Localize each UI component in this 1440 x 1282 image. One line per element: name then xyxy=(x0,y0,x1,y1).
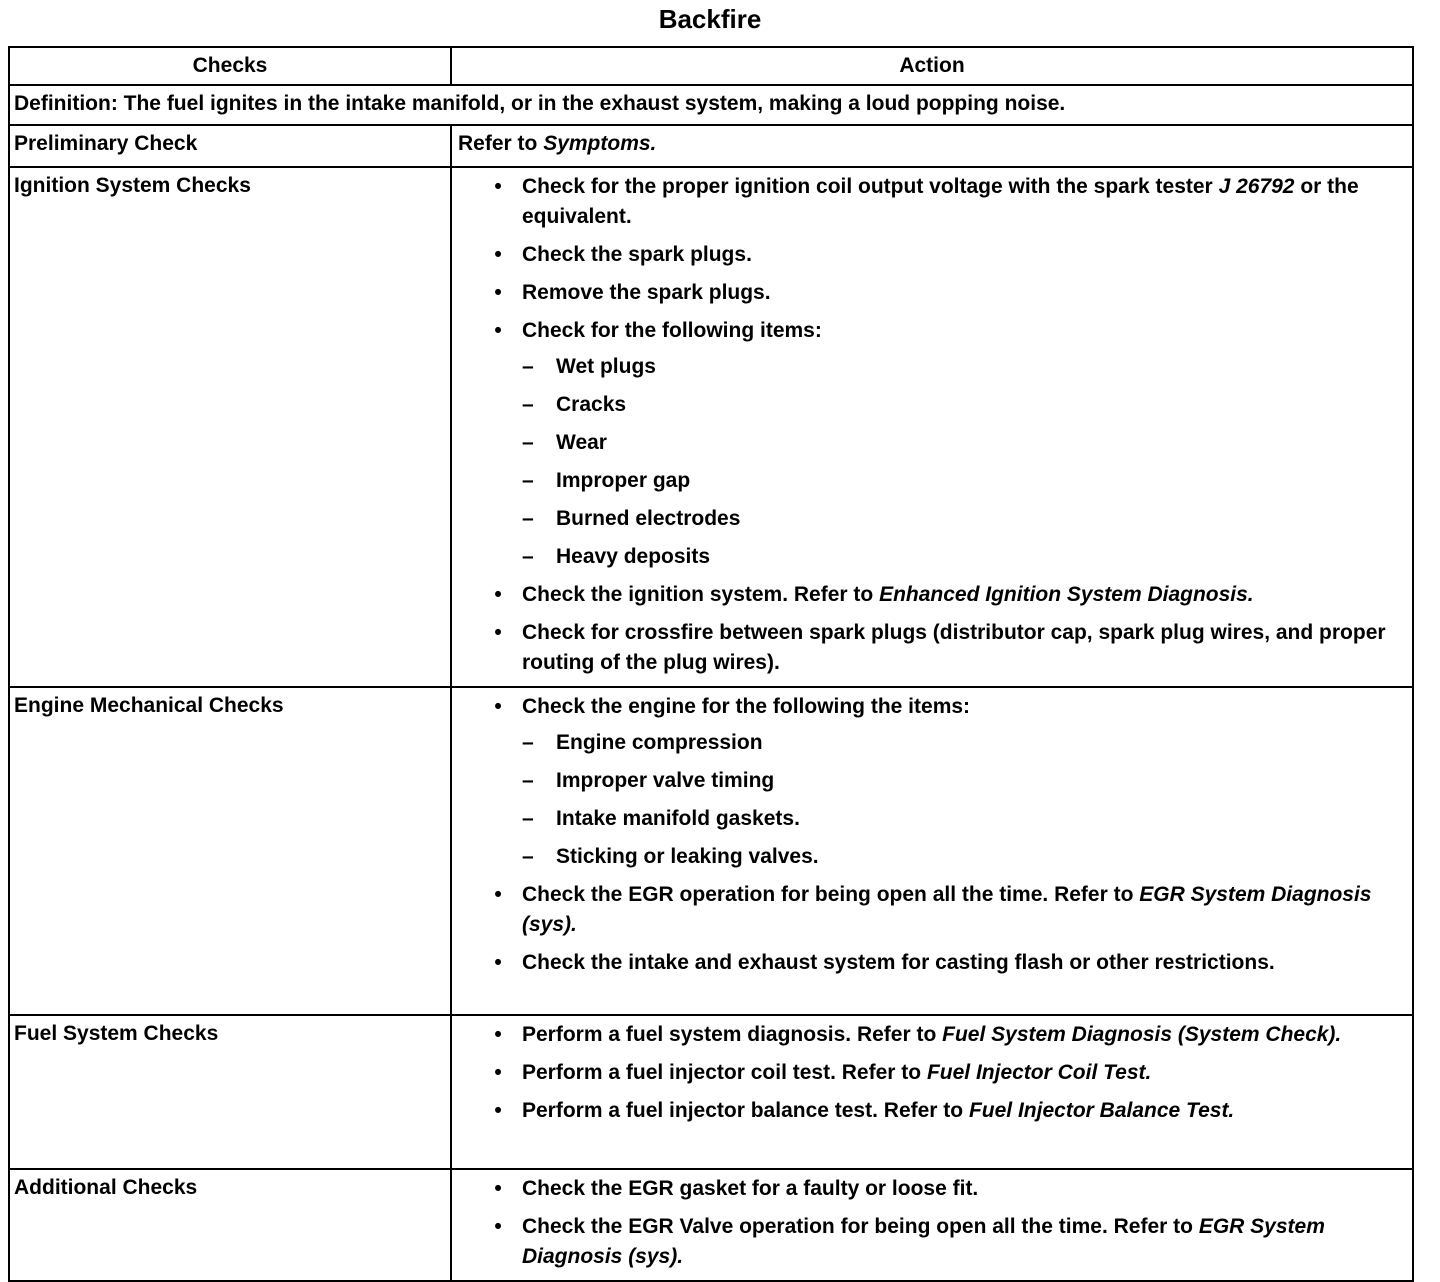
sub-item-text: Burned electrodes xyxy=(556,507,741,530)
reference-link: Fuel System Diagnosis (System Check). xyxy=(942,1023,1342,1046)
sub-list-item xyxy=(522,352,1406,382)
bullet-icon: • xyxy=(494,243,502,266)
list-item xyxy=(488,580,1406,610)
table-row xyxy=(9,1169,1413,1281)
dash-icon: – xyxy=(522,355,534,378)
sub-list-item xyxy=(522,466,1406,496)
action-text: Check the engine for the following the items: xyxy=(522,695,971,718)
reference-link: Symptoms. xyxy=(543,132,657,155)
list-item xyxy=(488,618,1406,678)
action-text: Check the intake and exhaust system for casting flash or other restrictions. xyxy=(522,951,1275,974)
action-text: Refer to xyxy=(458,132,544,155)
sub-item-text: Engine compression xyxy=(556,731,763,754)
sub-list-item xyxy=(522,766,1406,796)
sub-item-text: Improper gap xyxy=(556,469,691,492)
bullet-icon: • xyxy=(494,583,502,606)
list-item xyxy=(488,172,1406,232)
table-row xyxy=(9,687,1413,1015)
header-action: Action xyxy=(451,47,1413,85)
list-item xyxy=(488,316,1406,572)
check-additional: Additional Checks xyxy=(9,1169,451,1281)
list-item xyxy=(488,240,1406,270)
action-ignition xyxy=(451,167,1413,687)
reference-link: Fuel Injector Balance Test. xyxy=(968,1099,1235,1122)
check-preliminary: Preliminary Check xyxy=(9,125,451,167)
action-text: Perform a fuel injector balance test. Refer to xyxy=(522,1099,969,1122)
bullet-icon: • xyxy=(494,1177,502,1200)
sub-list-item xyxy=(522,504,1406,534)
table-row xyxy=(9,125,1413,167)
action-text: or the equivalent. xyxy=(522,175,1359,228)
action-text: Check the ignition system. Refer to xyxy=(522,583,880,606)
action-preliminary xyxy=(451,125,1413,167)
dash-icon: – xyxy=(522,769,534,792)
list-item xyxy=(488,1096,1406,1126)
definition-text: Definition: The fuel ignites in the intake manifold, or in the exhaust system, making a loud popping noise. xyxy=(9,85,1413,125)
bullet-icon: • xyxy=(494,621,502,644)
list-item xyxy=(488,948,1406,978)
backfire-table xyxy=(8,46,1414,1282)
bullet-icon: • xyxy=(494,319,502,342)
action-text: Perform a fuel injector coil test. Refer to xyxy=(522,1061,927,1084)
bullet-icon: • xyxy=(494,1215,502,1238)
check-ignition: Ignition System Checks xyxy=(9,167,451,687)
action-text: Remove the spark plugs. xyxy=(522,281,771,304)
sub-list-item xyxy=(522,542,1406,572)
action-engine xyxy=(451,687,1413,1015)
list-item xyxy=(488,1020,1406,1050)
sub-item-text: Wet plugs xyxy=(556,355,656,378)
dash-icon: – xyxy=(522,545,534,568)
action-text: Check the EGR gasket for a faulty or loose fit. xyxy=(522,1177,979,1200)
bullet-icon: • xyxy=(494,1061,502,1084)
sub-item-text: Sticking or leaking valves. xyxy=(556,845,819,868)
sub-list-item xyxy=(522,842,1406,872)
sub-list-item xyxy=(522,428,1406,458)
action-text: Check the EGR operation for being open all the time. Refer to xyxy=(522,883,1140,906)
check-fuel: Fuel System Checks xyxy=(9,1015,451,1169)
reference-link: Enhanced Ignition System Diagnosis. xyxy=(879,583,1254,606)
table-row xyxy=(9,1015,1413,1169)
bullet-icon: • xyxy=(494,1099,502,1122)
bullet-icon: • xyxy=(494,1023,502,1046)
action-text: Check the EGR Valve operation for being open all the time. Refer to xyxy=(522,1215,1199,1238)
action-text: Perform a fuel system diagnosis. Refer to xyxy=(522,1023,943,1046)
bullet-icon: • xyxy=(494,951,502,974)
sub-list-item xyxy=(522,390,1406,420)
bullet-icon: • xyxy=(494,695,502,718)
sub-item-text: Wear xyxy=(556,431,607,454)
definition-row xyxy=(9,85,1413,125)
reference-link: EGR System Diagnosis (sys). xyxy=(522,1215,1325,1268)
table-row xyxy=(9,167,1413,687)
dash-icon: – xyxy=(522,845,534,868)
sub-item-text: Heavy deposits xyxy=(556,545,711,568)
dash-icon: – xyxy=(522,393,534,416)
action-fuel xyxy=(451,1015,1413,1169)
header-row xyxy=(9,47,1413,85)
list-item xyxy=(488,1058,1406,1088)
list-item xyxy=(488,692,1406,872)
list-item xyxy=(488,1212,1406,1272)
action-text: Check for the following items: xyxy=(522,319,822,342)
sub-list-item xyxy=(522,804,1406,834)
bullet-icon: • xyxy=(494,281,502,304)
dash-icon: – xyxy=(522,431,534,454)
bullet-icon: • xyxy=(494,883,502,906)
action-text: Check the spark plugs. xyxy=(522,243,752,266)
action-text: Check for crossfire between spark plugs (distributor cap, spark plug wires, and proper routing of the plug wires). xyxy=(522,621,1386,674)
bullet-icon: • xyxy=(494,175,502,198)
reference-link: EGR System Diagnosis (sys). xyxy=(522,883,1372,936)
dash-icon: – xyxy=(522,507,534,530)
sub-item-text: Intake manifold gaskets. xyxy=(556,807,800,830)
header-checks: Checks xyxy=(9,47,451,85)
dash-icon: – xyxy=(522,731,534,754)
sub-item-text: Improper valve timing xyxy=(556,769,775,792)
reference-link: J 26792 xyxy=(1218,175,1295,198)
sub-list-item xyxy=(522,728,1406,758)
check-engine: Engine Mechanical Checks xyxy=(9,687,451,1015)
page-title: Backfire xyxy=(658,4,762,34)
list-item xyxy=(488,1174,1406,1204)
dash-icon: – xyxy=(522,807,534,830)
action-additional xyxy=(451,1169,1413,1281)
action-text: Check for the proper ignition coil output voltage with the spark tester xyxy=(522,175,1219,198)
sub-item-text: Cracks xyxy=(556,393,627,416)
list-item xyxy=(488,880,1406,940)
dash-icon: – xyxy=(522,469,534,492)
list-item xyxy=(488,278,1406,308)
reference-link: Fuel Injector Coil Test. xyxy=(926,1061,1152,1084)
